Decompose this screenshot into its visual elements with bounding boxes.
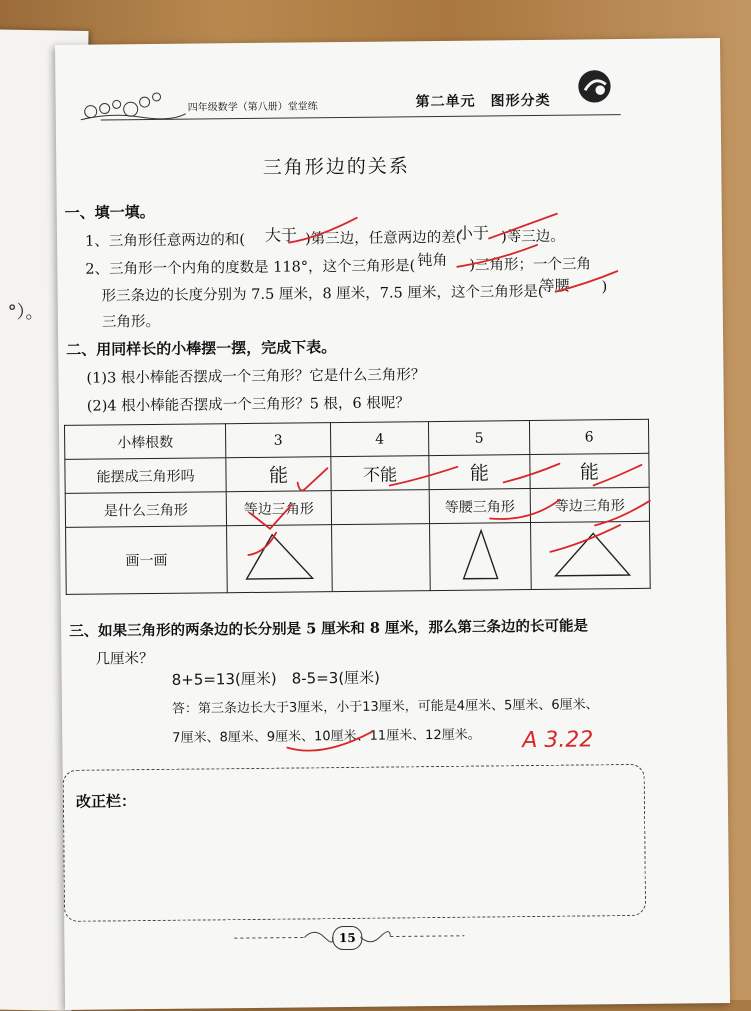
- table-cell: 4: [330, 422, 428, 457]
- correction-label: 改正栏：: [75, 792, 137, 811]
- q2-text-c: 形三条边的长度分别为 7.5 厘米，8 厘米，7.5 厘米，这个三角形是(: [101, 283, 544, 305]
- footer-ornament-icon: [234, 920, 494, 953]
- table-cell: 不能: [331, 456, 429, 491]
- q2-answer-2: 等腰: [539, 276, 570, 295]
- check-mark-icon: [289, 218, 357, 243]
- q2-text-b: )三角形；一个三角: [469, 256, 592, 274]
- section1-heading: 一、填一填。: [64, 202, 155, 222]
- unit-title: 第二单元 图形分类: [415, 92, 551, 111]
- check-mark-icon: [503, 464, 559, 483]
- q2-text-a: 2、三角形一个内角的度数是 118°，这个三角形是(: [85, 258, 416, 278]
- q2-text-e: 三角形。: [101, 313, 160, 331]
- check-mark-icon: [457, 245, 537, 267]
- check-mark-icon: [248, 533, 276, 555]
- page-footer: [234, 920, 494, 953]
- table-cell: 能: [429, 455, 530, 490]
- section3-question-line2: 几厘米？: [95, 651, 154, 668]
- section2-sub2: (2)4 根小棒能否摆成一个三角形？5 根，6 根呢？: [86, 395, 410, 415]
- check-mark-icon: [287, 732, 372, 751]
- section2-sub1: (1)3 根小棒能否摆成一个三角形？它是什么三角形？: [86, 367, 426, 387]
- table-cell: 等边三角形: [530, 487, 649, 522]
- table-cell: 能: [530, 453, 649, 488]
- table-cell: 5: [428, 421, 529, 456]
- section2-heading: 二、用同样长的小棒摆一摆，完成下表。: [66, 338, 337, 359]
- q2-text-d: ): [601, 279, 608, 296]
- section3-question-line1: 三、如果三角形的两条边的长分别是 5 厘米和 8 厘米，那么第三条边的长可能是: [69, 617, 589, 640]
- worksheet-page: [55, 38, 730, 1010]
- section3-answer-line2: 7厘米、8厘米、9厘米、10厘米、11厘米、12厘米。: [172, 727, 481, 746]
- section3-calculation: 8+5=13(厘米) 8-5=3(厘米): [171, 668, 381, 689]
- check-mark-icon: [389, 467, 457, 486]
- teacher-checkmarks: [55, 39, 683, 805]
- table-header-cell: 小棒根数: [64, 424, 225, 460]
- table-header-cell: 是什么三角形: [65, 492, 226, 528]
- adjacent-page-fragment: °）。: [7, 301, 44, 324]
- section3-answer-line1: 答：第三条边长大于3厘米，小于13厘米，可能是4厘米、5厘米、6厘米、: [171, 697, 599, 717]
- teacher-grade: A 3.22: [522, 727, 594, 754]
- table-cell: 3: [225, 423, 330, 458]
- check-mark-icon: [593, 465, 641, 486]
- q2-answer-1: 钝角: [417, 250, 448, 270]
- table-cell: 能: [226, 457, 331, 492]
- q1-answer-1: 大于: [264, 225, 298, 245]
- table-cell: 等腰三角形: [429, 489, 530, 524]
- check-mark-icon: [555, 271, 617, 292]
- q1-text-a: 1、三角形任意两边的和(: [84, 232, 246, 250]
- check-mark-icon: [490, 500, 560, 519]
- check-mark-icon: [297, 468, 327, 490]
- q1-answer-2: 小于: [456, 223, 490, 243]
- check-mark-icon: [550, 525, 620, 552]
- table-header-cell: 画一画: [66, 526, 228, 595]
- page-number: 15: [332, 926, 362, 950]
- check-mark-icon: [489, 214, 557, 239]
- table-cell: 6: [529, 419, 648, 454]
- page-title: 三角形边的关系: [262, 155, 410, 179]
- check-mark-icon: [250, 505, 292, 529]
- q1-text-b: )第三边，任意两边的差(: [304, 229, 462, 248]
- q1-text-c: )等三边。: [500, 228, 565, 246]
- table-header-cell: 能摆成三角形吗: [65, 458, 226, 494]
- book-title: 四年级数学（第八册）堂堂练: [187, 101, 318, 114]
- table-cell: 等边三角形: [226, 491, 331, 526]
- check-mark-icon: [595, 501, 650, 526]
